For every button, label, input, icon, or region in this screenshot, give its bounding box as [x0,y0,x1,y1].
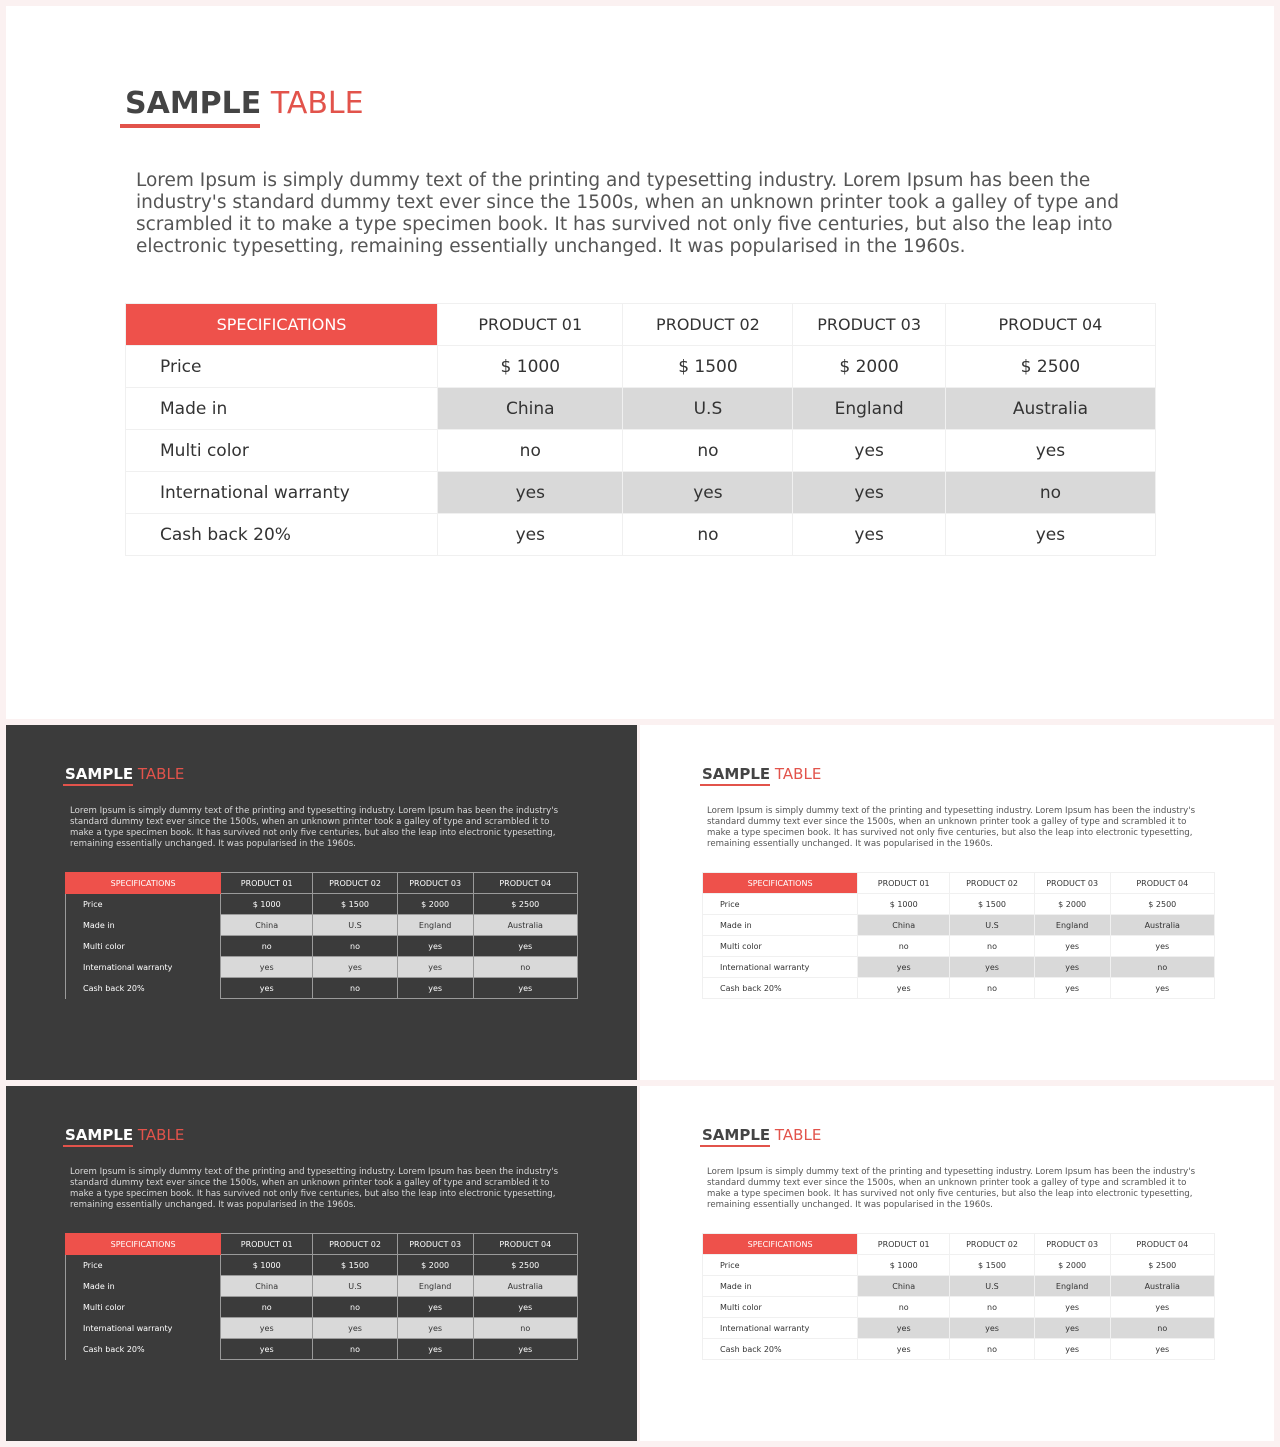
table-cell: Australia [473,915,577,936]
table-cell: yes [438,472,623,514]
table-cell: yes [1110,978,1214,999]
product-header: PRODUCT 02 [950,873,1034,894]
slide-thumbnail-light-1[interactable] [640,725,1274,1080]
title-underline [700,784,770,786]
table-row [703,1339,1215,1360]
table-cell: no [950,978,1034,999]
specifications-header: SPECIFICATIONS [703,873,858,894]
title-light: TABLE [270,86,364,121]
spec-table [702,1233,1215,1360]
table-cell: China [221,1276,313,1297]
table-cell: no [950,1297,1034,1318]
table-cell: yes [858,957,950,978]
table-row [66,1255,578,1276]
row-label: Price [66,894,221,915]
product-header: PRODUCT 01 [221,873,313,894]
specifications-header: SPECIFICATIONS [126,304,438,346]
row-label: Made in [66,915,221,936]
table-cell: yes [1110,1297,1214,1318]
table-cell: Australia [1110,1276,1214,1297]
table-row [66,915,578,936]
specifications-header: SPECIFICATIONS [66,873,221,894]
table-cell: yes [473,1339,577,1360]
product-header: PRODUCT 03 [397,1234,473,1255]
table-cell: $ 1500 [313,1255,397,1276]
table-cell: no [313,1339,397,1360]
slide-title [65,1126,184,1144]
table-row [66,978,578,999]
table-cell: $ 2500 [1110,894,1214,915]
table-cell: yes [397,1297,473,1318]
row-label: Multi color [126,430,438,472]
table-cell: England [1034,1276,1110,1297]
product-header: PRODUCT 02 [623,304,793,346]
table-row [703,915,1215,936]
product-header: PRODUCT 04 [473,873,577,894]
product-header: PRODUCT 02 [950,1234,1034,1255]
table-cell: $ 2000 [397,894,473,915]
table-cell: U.S [623,388,793,430]
table-cell: $ 2000 [793,346,945,388]
row-label: Multi color [66,936,221,957]
table-cell: $ 2500 [473,894,577,915]
product-header: PRODUCT 04 [1110,873,1214,894]
table-cell: yes [397,1339,473,1360]
table-cell: China [858,915,950,936]
table-cell: yes [858,1339,950,1360]
table-cell: yes [858,1318,950,1339]
table-row [66,894,578,915]
table-cell: yes [1034,957,1110,978]
table-cell: yes [473,978,577,999]
table-cell: England [793,388,945,430]
table-cell: yes [221,957,313,978]
table-cell: no [623,514,793,556]
table-cell: yes [1034,936,1110,957]
product-header: PRODUCT 01 [858,873,950,894]
row-label: Multi color [66,1297,221,1318]
table-cell: yes [397,1318,473,1339]
row-label: Cash back 20% [66,1339,221,1360]
row-label: Cash back 20% [126,514,438,556]
slide-thumbnail-dark-2[interactable] [6,1086,637,1441]
title-underline [63,1145,133,1147]
product-header: PRODUCT 03 [793,304,945,346]
table-cell: $ 1000 [858,1255,950,1276]
table-row [66,1297,578,1318]
slide-main [6,6,1274,719]
table-cell: no [623,430,793,472]
row-label: Made in [66,1276,221,1297]
spec-table [702,872,1215,999]
table-cell: yes [1034,1297,1110,1318]
table-cell: Australia [1110,915,1214,936]
row-label: International warranty [126,472,438,514]
intro-paragraph: Lorem Ipsum is simply dummy text of the printing and typesetting industry. Lorem Ipsum has been the industry's standard dummy text ever since the 1500s, when an unknown printer took a galley of type and scrambled it to make a type specimen book. It has survived not only five centuries, but also the leap into electronic typesetting, remaining essentially unchanged. It was popularised in the 1960s. [707,1167,1196,1210]
table-cell: yes [438,514,623,556]
table-cell: yes [793,430,945,472]
table-header-row [66,873,578,894]
intro-paragraph: Lorem Ipsum is simply dummy text of the printing and typesetting industry. Lorem Ipsum has been the industry's standard dummy text ever since the 1500s, when an unknown printer took a galley of type and scrambled it to make a type specimen book. It has survived not only five centuries, but also the leap into electronic typesetting, remaining essentially unchanged. It was popularised in the 1960s. [70,806,559,849]
table-cell: no [858,936,950,957]
table-header-row [66,1234,578,1255]
slide-thumbnail-dark-1[interactable] [6,725,637,1080]
table-cell: $ 2500 [1110,1255,1214,1276]
table-cell: no [950,1339,1034,1360]
row-label: Price [126,346,438,388]
table-cell: $ 2000 [1034,1255,1110,1276]
row-label: Price [703,894,858,915]
specifications-header: SPECIFICATIONS [66,1234,221,1255]
intro-paragraph: Lorem Ipsum is simply dummy text of the printing and typesetting industry. Lorem Ipsum has been the industry's standard dummy text ever since the 1500s, when an unknown printer took a galley of type and scrambled it to make a type specimen book. It has survived not only five centuries, but also the leap into electronic typesetting, remaining essentially unchanged. It was popularised in the 1960s. [136,170,1119,257]
table-cell: yes [473,1297,577,1318]
row-label: Multi color [703,1297,858,1318]
table-cell: yes [221,1339,313,1360]
spec-table [65,872,578,999]
table-cell: China [438,388,623,430]
table-cell: yes [397,978,473,999]
table-cell: no [1110,1318,1214,1339]
table-cell: yes [313,957,397,978]
table-header-row [126,304,1156,346]
product-header: PRODUCT 04 [945,304,1155,346]
table-cell: no [313,1297,397,1318]
table-row [703,1255,1215,1276]
table-row [703,978,1215,999]
table-cell: yes [221,978,313,999]
intro-paragraph: Lorem Ipsum is simply dummy text of the printing and typesetting industry. Lorem Ipsum has been the industry's standard dummy text ever since the 1500s, when an unknown printer took a galley of type and scrambled it to make a type specimen book. It has survived not only five centuries, but also the leap into electronic typesetting, remaining essentially unchanged. It was popularised in the 1960s. [70,1167,559,1210]
table-cell: $ 1500 [623,346,793,388]
table-cell: England [1034,915,1110,936]
row-label: Price [703,1255,858,1276]
title-light: TABLE [774,1126,822,1144]
table-cell: yes [793,514,945,556]
table-row [126,514,1156,556]
intro-paragraph: Lorem Ipsum is simply dummy text of the printing and typesetting industry. Lorem Ipsum has been the industry's standard dummy text ever since the 1500s, when an unknown printer took a galley of type and scrambled it to make a type specimen book. It has survived not only five centuries, but also the leap into electronic typesetting, remaining essentially unchanged. It was popularised in the 1960s. [707,806,1196,849]
table-row [126,346,1156,388]
slide-title [702,1126,821,1144]
table-cell: no [313,978,397,999]
product-header: PRODUCT 04 [1110,1234,1214,1255]
row-label: Made in [703,915,858,936]
table-cell: yes [1110,1339,1214,1360]
table-cell: U.S [950,915,1034,936]
product-header: PRODUCT 02 [313,1234,397,1255]
table-cell: $ 1500 [950,894,1034,915]
table-cell: England [397,915,473,936]
table-cell: no [858,1297,950,1318]
row-label: Cash back 20% [703,978,858,999]
table-cell: yes [793,472,945,514]
table-cell: $ 1000 [221,894,313,915]
product-header: PRODUCT 01 [858,1234,950,1255]
table-cell: no [221,936,313,957]
product-header: PRODUCT 01 [438,304,623,346]
title-light: TABLE [137,765,185,783]
table-cell: U.S [313,915,397,936]
table-cell: Australia [945,388,1155,430]
table-cell: yes [473,936,577,957]
table-cell: $ 1000 [858,894,950,915]
title-bold: SAMPLE [702,765,771,783]
title-light: TABLE [774,765,822,783]
row-label: Multi color [703,936,858,957]
product-header: PRODUCT 04 [473,1234,577,1255]
title-underline [120,124,260,128]
table-cell: $ 1000 [438,346,623,388]
table-cell: yes [858,978,950,999]
table-cell: $ 2000 [397,1255,473,1276]
table-cell: $ 2500 [473,1255,577,1276]
spec-table [125,303,1156,556]
table-row [703,936,1215,957]
table-cell: yes [397,936,473,957]
table-header-row [703,1234,1215,1255]
table-cell: no [473,1318,577,1339]
table-row [66,936,578,957]
product-header: PRODUCT 02 [313,873,397,894]
title-bold: SAMPLE [702,1126,771,1144]
slide-title [702,765,821,783]
table-cell: yes [950,1318,1034,1339]
table-cell: yes [1034,1339,1110,1360]
row-label: Made in [126,388,438,430]
slide-title [65,765,184,783]
table-row [66,1339,578,1360]
table-cell: no [945,472,1155,514]
table-cell: no [438,430,623,472]
title-light: TABLE [137,1126,185,1144]
table-cell: Australia [473,1276,577,1297]
table-cell: yes [950,957,1034,978]
title-underline [63,784,133,786]
table-cell: no [221,1297,313,1318]
product-header: PRODUCT 03 [397,873,473,894]
table-cell: U.S [313,1276,397,1297]
table-row [703,1276,1215,1297]
table-cell: $ 1000 [221,1255,313,1276]
title-bold: SAMPLE [65,765,134,783]
table-row [126,430,1156,472]
row-label: International warranty [66,957,221,978]
table-row [703,957,1215,978]
title-underline [700,1145,770,1147]
table-cell: $ 2500 [945,346,1155,388]
table-cell: $ 1500 [313,894,397,915]
table-row [66,957,578,978]
table-row [703,1297,1215,1318]
row-label: Price [66,1255,221,1276]
table-row [126,388,1156,430]
row-label: Made in [703,1276,858,1297]
specifications-header: SPECIFICATIONS [703,1234,858,1255]
table-cell: U.S [950,1276,1034,1297]
table-cell: yes [1034,1318,1110,1339]
table-row [703,894,1215,915]
product-header: PRODUCT 03 [1034,873,1110,894]
table-cell: $ 2000 [1034,894,1110,915]
table-row [126,472,1156,514]
table-cell: yes [397,957,473,978]
product-header: PRODUCT 01 [221,1234,313,1255]
table-cell: no [473,957,577,978]
table-cell: no [313,936,397,957]
row-label: Cash back 20% [703,1339,858,1360]
table-cell: yes [945,514,1155,556]
table-cell: yes [313,1318,397,1339]
row-label: Cash back 20% [66,978,221,999]
title-bold: SAMPLE [65,1126,134,1144]
table-cell: China [858,1276,950,1297]
table-row [66,1276,578,1297]
table-cell: yes [1034,978,1110,999]
spec-table [65,1233,578,1360]
table-cell: yes [623,472,793,514]
table-cell: yes [221,1318,313,1339]
table-cell: China [221,915,313,936]
table-header-row [703,873,1215,894]
title-bold: SAMPLE [125,86,262,121]
row-label: International warranty [703,1318,858,1339]
table-cell: yes [945,430,1155,472]
table-row [703,1318,1215,1339]
table-cell: England [397,1276,473,1297]
table-cell: no [950,936,1034,957]
table-row [66,1318,578,1339]
product-header: PRODUCT 03 [1034,1234,1110,1255]
slide-thumbnail-light-2[interactable] [640,1086,1274,1441]
row-label: International warranty [66,1318,221,1339]
slide-title [125,86,364,121]
table-cell: no [1110,957,1214,978]
row-label: International warranty [703,957,858,978]
table-cell: yes [1110,936,1214,957]
table-cell: $ 1500 [950,1255,1034,1276]
